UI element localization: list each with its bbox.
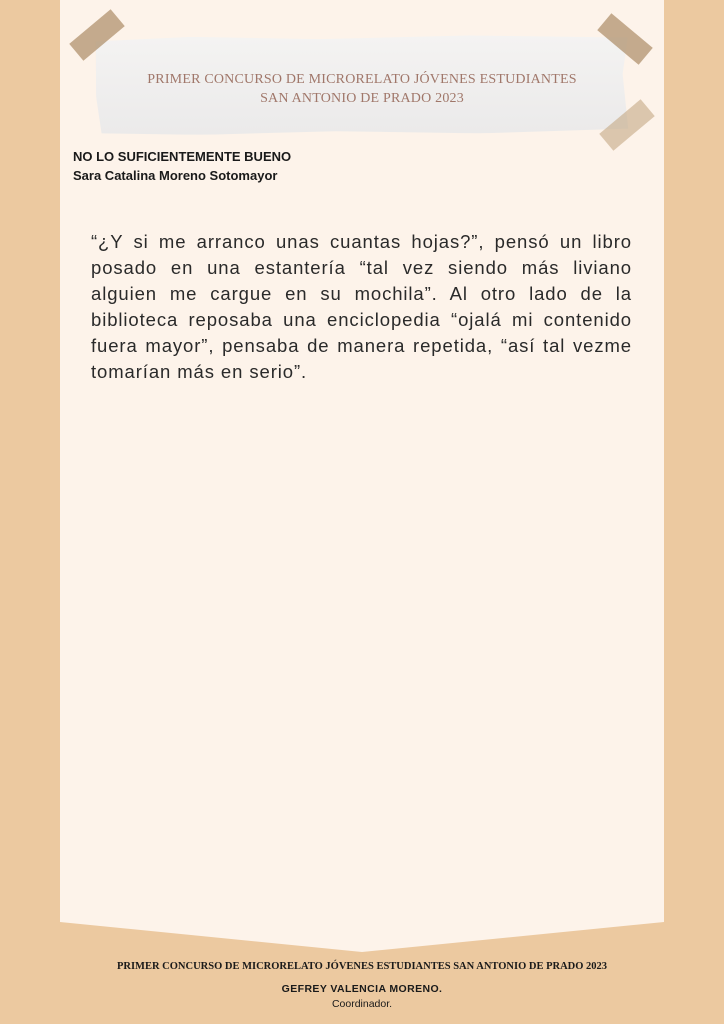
story-title: NO LO SUFICIENTEMENTE BUENO [73, 149, 292, 164]
story-author: Sara Catalina Moreno Sotomayor [73, 168, 278, 183]
footer-coordinator-role: Coordinador. [331, 998, 393, 1010]
contest-title-line1: PRIMER CONCURSO DE MICRORELATO JÓVENES ESTUDIANTES [147, 72, 577, 87]
footer-contest-title: PRIMER CONCURSO DE MICRORELATO JÓVENES ESTUDIANTES SAN ANTONIO DE PRADO 2023 [116, 961, 608, 972]
story-body: “¿Y si me arranco unas cuantas hojas?”, pensó un libro posado en una estantería “tal vez siendo más liviano alguien me cargue en su mochila”. Al otro lado de la biblioteca reposaba una enciclopedia “ojalá mi contenido fuera mayor”, pensaba de manera repetida, “así tal vezme tomarían más en serio”. [91, 231, 632, 382]
contest-title [96, 70, 628, 108]
page-sheet [60, 0, 664, 952]
footer-coordinator-name: GEFREY VALENCIA MORENO. [281, 983, 443, 995]
contest-title-line2: SAN ANTONIO DE PRADO 2023 [260, 91, 464, 106]
